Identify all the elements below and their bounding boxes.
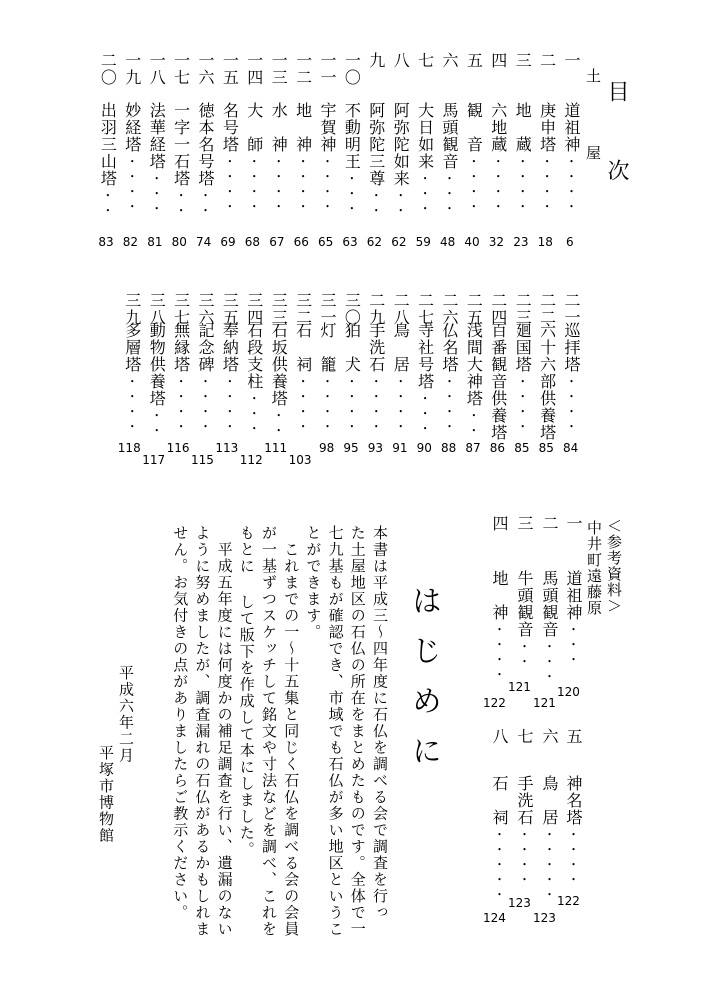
toc-item-page: 83 (98, 235, 114, 249)
toc-item-page: 62 (391, 235, 407, 249)
toc-item-number: 一三 (269, 52, 289, 86)
toc-item-page: 93 (367, 441, 384, 455)
reference-item-page: 120 (557, 685, 580, 699)
leader-dots: ・・・・ (393, 375, 408, 435)
toc-item-title: 灯 籠 (318, 322, 337, 373)
leader-dots: ・・・ (542, 640, 556, 685)
leader-dots: ・・・・ (320, 155, 334, 215)
toc-item-number: 二二 (537, 292, 557, 326)
toc-item-number: 二三 (513, 292, 533, 326)
toc-item-title: 馬頭観音 (440, 102, 459, 170)
leader-dots: ・・ (271, 409, 286, 439)
reference-item-page: 122 (483, 696, 506, 710)
toc-item-title: 記念碑 (196, 322, 215, 373)
reference-item-title: 馬頭観音 (540, 570, 559, 638)
toc-item-number: 四 (488, 52, 508, 69)
toc-item-title: 大 師 (244, 102, 264, 153)
toc-item-number: 二七 (415, 292, 435, 326)
reference-item-number: 一 (564, 515, 583, 532)
toc-item-title: 手洗石 (366, 322, 386, 373)
reference-subtitle: 中井町遠藤原 (585, 520, 603, 616)
leader-dots: ・・・・ (515, 155, 530, 215)
leader-dots: ・・・・ (295, 375, 310, 435)
toc-item-number: 二一 (562, 292, 581, 326)
reference-item-title: 手洗石 (515, 775, 534, 826)
leader-dots: ・・・・ (564, 375, 578, 435)
toc-item-title: 観 音 (464, 102, 484, 153)
toc-item-number: 三二 (293, 292, 313, 326)
preface-line: が一基ずつスケッチして銘文や寸法などを調べ、これを (260, 525, 278, 938)
reference-item-page: 123 (508, 896, 531, 910)
toc-section-heading: 土 屋 (584, 68, 602, 182)
leader-dots: ・・・・ (124, 155, 139, 215)
leader-dots: ・・・・ (515, 375, 530, 435)
toc-item-number: 一七 (171, 52, 191, 86)
toc-item-page: 63 (342, 235, 358, 249)
leader-dots: ・・・ (246, 392, 261, 437)
toc-item-title: 六十六部供養塔 (537, 322, 557, 441)
leader-dots: ・・・・ (124, 375, 139, 435)
leader-dots: ・・・・ (271, 155, 286, 215)
leader-dots: ・・ (517, 640, 531, 670)
leader-dots: ・・・・ (246, 155, 261, 215)
toc-item-title: 狛 犬 (342, 322, 362, 373)
toc-item-page: 90 (416, 441, 432, 455)
toc-item-page: 91 (392, 441, 408, 455)
toc-item-number: 七 (415, 52, 435, 69)
toc-item-title: 阿弥陀三尊 (366, 102, 386, 187)
toc-item-page: 80 (171, 235, 187, 249)
leader-dots: ・・・・ (539, 155, 554, 215)
toc-item-number: 八 (391, 52, 411, 69)
leader-dots: ・・・・ (566, 828, 580, 888)
toc-item-number: 一 (562, 52, 581, 69)
reference-item-page: 123 (533, 911, 556, 925)
toc-item-number: 一四 (244, 52, 264, 86)
toc-item-title: 巡拝塔 (562, 322, 581, 373)
reference-item-number: 六 (540, 728, 559, 745)
reference-item-title: 道祖神 (564, 570, 583, 621)
toc-item-number: 一八 (147, 52, 167, 86)
toc-item-title: 地 蔵 (513, 102, 533, 153)
toc-item-page: 68 (244, 235, 261, 249)
toc-item-title: 水 神 (269, 102, 289, 153)
reference-item-title: 牛頭観音 (515, 570, 534, 638)
leader-dots: ・・ (393, 189, 408, 219)
toc-item-title: 鳥 居 (391, 322, 411, 373)
leader-dots: ・・・ (417, 392, 432, 437)
toc-item-number: 一六 (196, 52, 215, 86)
reference-item-number: 五 (564, 728, 583, 745)
leader-dots: ・・・・ (344, 375, 359, 435)
toc-item-number: 二〇 (98, 52, 118, 86)
preface-title: はじめに (406, 585, 441, 785)
toc-item-page: 23 (513, 235, 529, 249)
toc-item-page: 118 (117, 441, 141, 455)
toc-item-title: 阿弥陀如来 (391, 102, 411, 187)
toc-item-number: 一五 (220, 52, 240, 86)
toc-item-number: 三 (513, 52, 533, 69)
toc-item-title: 動物供養塔 (147, 322, 167, 407)
leader-dots: ・・・・・ (542, 828, 556, 903)
toc-item-page: 18 (537, 235, 553, 249)
preface-line: これまでの一～十五集と同じく石仏を調べる会の会員 (282, 525, 301, 938)
toc-item-title: 大日如来 (415, 102, 435, 170)
leader-dots: ・・・・ (466, 155, 481, 215)
reference-item-page: 122 (557, 894, 580, 908)
toc-item-page: 112 (239, 453, 263, 467)
toc-item-page: 40 (464, 235, 480, 249)
reference-item-number: 四 (490, 515, 509, 532)
toc-item-title: 仏名塔 (440, 322, 459, 373)
toc-item-number: 三四 (244, 292, 264, 326)
reference-item-page: 121 (533, 696, 556, 710)
preface-author: 平塚市博物館 (97, 745, 115, 844)
toc-item-title: 地 神 (293, 102, 313, 153)
toc-item-number: 二九 (366, 292, 386, 326)
toc-item-page: 116 (166, 441, 190, 455)
toc-item-page: 59 (415, 235, 431, 249)
toc-item-title: 不動明王 (342, 102, 362, 170)
toc-item-number: 三八 (147, 292, 167, 326)
reference-item-number: 八 (490, 728, 509, 745)
toc-item-title: 石段支柱 (244, 322, 264, 390)
preface-line: た土屋地区の石仏の所在をまとめたものです。全体で一 (348, 525, 367, 938)
toc-item-page: 81 (147, 235, 163, 249)
leader-dots: ・・・ (442, 172, 456, 217)
leader-dots: ・・・・ (368, 375, 383, 435)
toc-item-page: 111 (264, 441, 288, 455)
toc-item-title: 法華経塔 (147, 102, 167, 170)
leader-dots: ・・・・ (517, 828, 531, 888)
toc-item-page: 86 (489, 441, 506, 455)
leader-dots: ・・・ (344, 172, 359, 217)
reference-title: ＜参考資料＞ (605, 518, 623, 614)
toc-item-number: 三七 (171, 292, 191, 326)
toc-item-number: 三五 (220, 292, 240, 326)
preface-line: 七九基もが確認でき、市域でも石仏が多い地区というこ (326, 525, 345, 938)
reference-item-title: 神名塔 (564, 775, 583, 826)
toc-item-page: 69 (220, 235, 236, 249)
toc-item-title: 宇賀神 (318, 102, 337, 153)
toc-item-page: 88 (441, 441, 457, 455)
toc-item-number: 二八 (391, 292, 411, 326)
leader-dots: ・・・・ (320, 375, 334, 435)
toc-item-page: 115 (191, 453, 214, 467)
toc-item-title: 無縁塔 (171, 322, 191, 373)
toc-item-page: 85 (538, 441, 554, 455)
leader-dots: ・・ (466, 409, 481, 439)
toc-item-title: 六地蔵 (488, 102, 508, 153)
leader-dots: ・・・・ (222, 375, 237, 435)
reference-item-title: 鳥 居 (540, 775, 559, 826)
preface-line: とができます。 (304, 525, 323, 641)
toc-item-title: 道祖神 (562, 102, 581, 153)
toc-item-page: 103 (288, 453, 312, 467)
toc-item-page: 65 (318, 235, 334, 249)
toc-item-page: 113 (215, 441, 239, 455)
toc-item-title: 名号塔 (220, 102, 240, 153)
toc-item-page: 67 (269, 235, 285, 249)
toc-item-title: 妙経塔 (122, 102, 142, 153)
toc-item-title: 寺社号塔 (415, 322, 435, 390)
leader-dots: ・・・・ (490, 155, 505, 215)
leader-dots: ・・・・ (198, 375, 212, 435)
reference-item-page: 124 (483, 911, 506, 925)
toc-item-page: 6 (566, 235, 574, 249)
toc-item-number: 三三 (269, 292, 289, 326)
toc-item-number: 三九 (122, 292, 142, 326)
leader-dots: ・・・・ (295, 155, 310, 215)
toc-item-number: 一一 (318, 52, 337, 86)
toc-item-page: 48 (440, 235, 456, 249)
toc-item-title: 出羽三山塔 (98, 102, 118, 187)
reference-item-number: 七 (515, 728, 534, 745)
toc-item-title: 徳本名号塔 (196, 102, 215, 187)
toc-item-number: 五 (464, 52, 484, 69)
toc-item-page: 82 (122, 235, 139, 249)
toc-item-page: 32 (488, 235, 505, 249)
toc-item-page: 87 (465, 441, 481, 455)
toc-item-page: 62 (366, 235, 383, 249)
toc-item-title: 奉納塔 (220, 322, 240, 373)
toc-item-number: 一二 (293, 52, 313, 86)
toc-item-title: 庚申塔 (537, 102, 557, 153)
leader-dots: ・・・・・ (492, 828, 506, 903)
toc-item-title: 石坂供養塔 (269, 322, 289, 407)
preface-line: 平成五年度には何度かの補足調査を行い、遺漏のない (215, 525, 234, 938)
toc-item-number: 二六 (440, 292, 459, 326)
toc-item-page: 84 (563, 441, 579, 455)
leader-dots: ・・・・ (564, 155, 578, 215)
toc-item-page: 74 (196, 235, 212, 249)
toc-item-title: 一字一石塔 (171, 102, 191, 187)
toc-item-number: 三一 (318, 292, 337, 326)
toc-item-number: 一〇 (342, 52, 362, 86)
reference-item-page: 121 (508, 680, 531, 694)
toc-item-number: 三六 (196, 292, 215, 326)
toc-item-page: 98 (319, 441, 335, 455)
toc-item-title: 浅間大神塔 (464, 322, 484, 407)
toc-item-number: 二五 (464, 292, 484, 326)
toc-item-number: 二 (537, 52, 557, 69)
leader-dots: ・・・ (566, 623, 580, 668)
leader-dots: ・・ (368, 189, 383, 219)
reference-item-title: 地 神 (490, 570, 509, 621)
preface-date: 平成六年二月 (117, 665, 135, 764)
preface-line: ように努めましたが、調査漏れの石仏があるかもしれま (193, 525, 212, 938)
toc-item-number: 六 (440, 52, 459, 69)
preface-line: せん。お気付きの点がありましたらご教示ください。 (171, 525, 190, 921)
reference-item-number: 三 (515, 515, 534, 532)
toc-item-number: 二四 (488, 292, 508, 326)
reference-item-number: 二 (540, 515, 559, 532)
toc-item-number: 一九 (122, 52, 142, 86)
leader-dots: ・・ (149, 409, 164, 439)
toc-item-number: 九 (366, 52, 386, 69)
toc-item-title: 多層塔 (122, 322, 142, 373)
leader-dots: ・・ (173, 189, 188, 219)
leader-dots: ・・・・ (173, 375, 188, 435)
leader-dots: ・・・・ (492, 623, 506, 683)
toc-item-page: 117 (142, 453, 166, 467)
toc-item-page: 85 (514, 441, 530, 455)
leader-dots: ・・・ (149, 172, 164, 217)
toc-item-title: 廻国塔 (513, 322, 533, 373)
reference-item-title: 石 祠 (490, 775, 509, 826)
toc-item-number: 三〇 (342, 292, 362, 326)
toc-title: 目 次 (604, 80, 629, 197)
preface-line: 本書は平成三～四年度に石仏を調べる会で調査を行っ (371, 525, 389, 921)
toc-item-title: 石 祠 (293, 322, 313, 373)
leader-dots: ・・ (198, 189, 212, 219)
leader-dots: ・・・ (417, 172, 432, 217)
leader-dots: ・・・・ (442, 375, 456, 435)
leader-dots: ・・ (100, 189, 115, 219)
preface-line: もとに して版下を作成して本にしました。 (237, 525, 256, 858)
leader-dots: ・・・・ (222, 155, 237, 215)
toc-item-page: 66 (293, 235, 309, 249)
toc-item-title: 百番観音供養塔 (488, 322, 508, 441)
toc-item-page: 95 (343, 441, 359, 455)
